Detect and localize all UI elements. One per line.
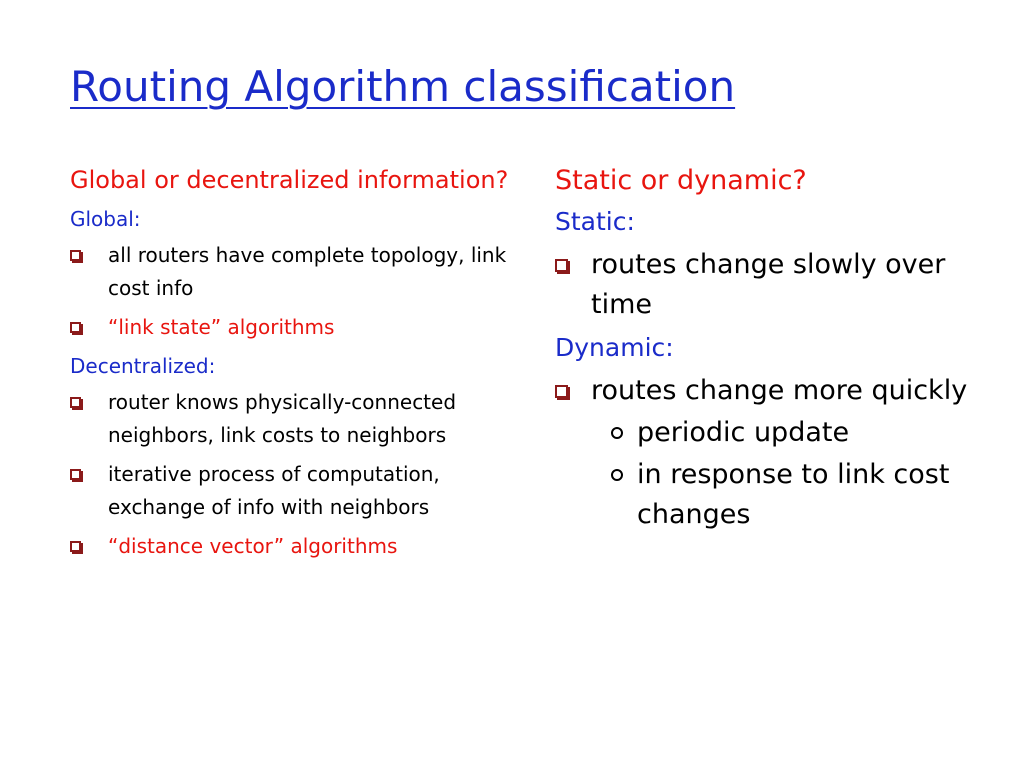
circle-bullet-icon <box>611 427 623 439</box>
list-item <box>70 530 510 563</box>
left-heading: Global or decentralized information? <box>70 166 509 194</box>
square-bullet-icon <box>70 250 81 261</box>
sub-list-item <box>555 455 995 535</box>
square-bullet-icon <box>555 385 568 398</box>
list-item <box>70 386 510 452</box>
list-item <box>555 245 995 325</box>
list-item <box>70 239 510 305</box>
list-item-text: routes change more quickly <box>591 375 968 406</box>
list-item-text: all routers have complete topology, link cost info <box>108 243 507 300</box>
decentralized-label: Decentralized: <box>70 354 216 378</box>
list-item <box>555 371 995 411</box>
square-bullet-icon <box>555 259 568 272</box>
right-column <box>555 163 995 535</box>
list-item-text: iterative process of computation, exchange of info with neighbors <box>108 462 440 519</box>
dynamic-label: Dynamic: <box>555 333 674 362</box>
left-column <box>70 163 510 563</box>
global-label: Global: <box>70 207 141 231</box>
square-bullet-icon <box>70 469 81 480</box>
list-item-text: “link state” algorithms <box>108 315 335 339</box>
square-bullet-icon <box>70 322 81 333</box>
list-item <box>70 311 510 344</box>
circle-bullet-icon <box>611 469 623 481</box>
slide-title: Routing Algorithm classification <box>70 62 736 111</box>
list-item-text: router knows physically-connected neighbors, link costs to neighbors <box>108 390 457 447</box>
sub-list-item-text: in response to link cost changes <box>637 459 950 530</box>
list-item-text: routes change slowly over time <box>591 249 946 320</box>
square-bullet-icon <box>70 397 81 408</box>
square-bullet-icon <box>70 541 81 552</box>
sub-list-item-text: periodic update <box>637 417 850 448</box>
list-item-text: “distance vector” algorithms <box>108 534 398 558</box>
sub-list-item <box>555 413 995 453</box>
right-heading: Static or dynamic? <box>555 165 807 196</box>
static-label: Static: <box>555 207 635 236</box>
list-item <box>70 458 510 524</box>
